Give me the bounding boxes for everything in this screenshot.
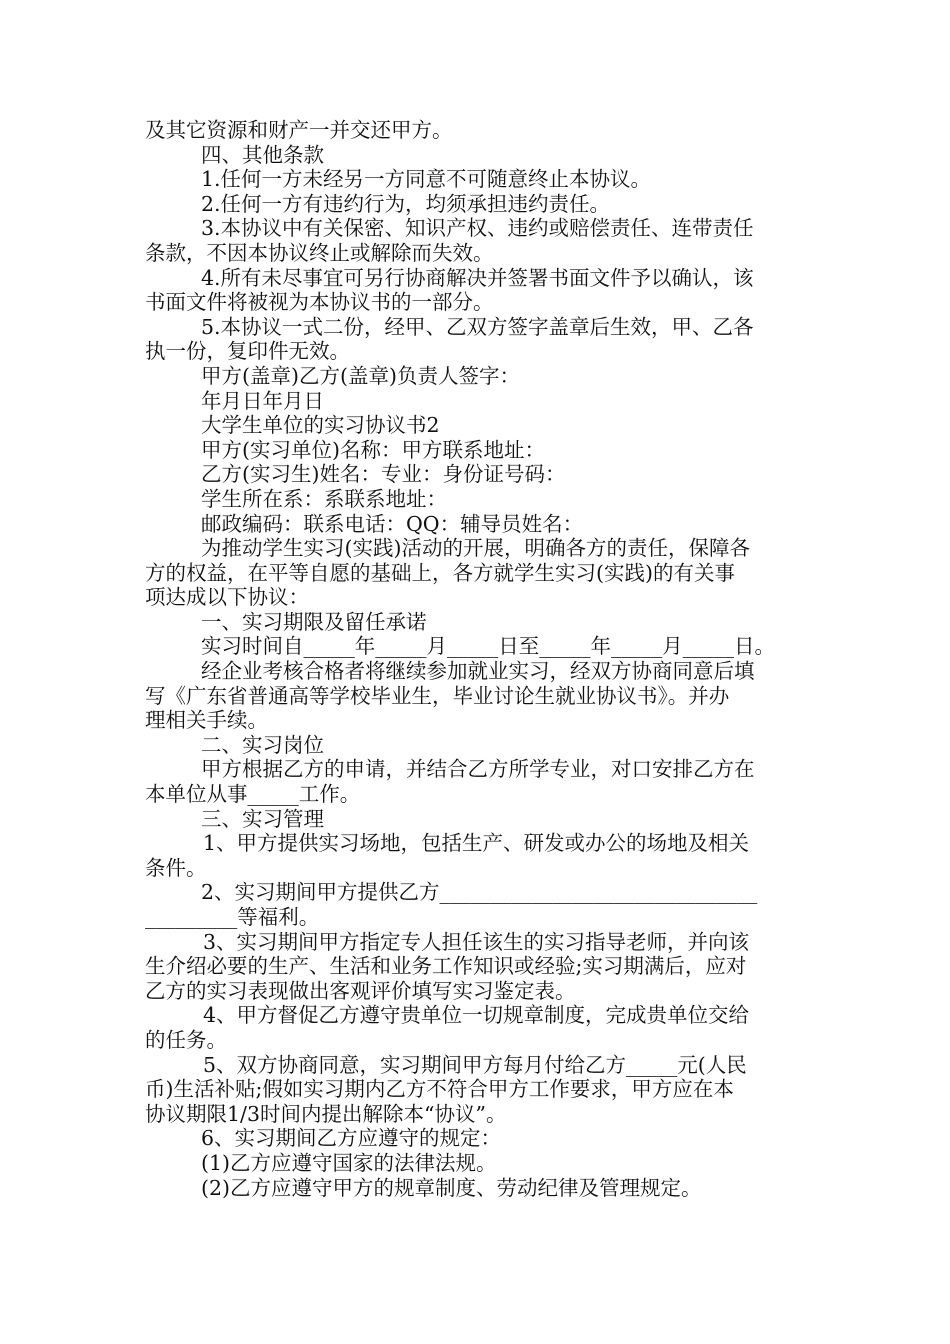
document-line: 甲方(盖章)乙方(盖章)负责人签字： [201,363,520,388]
document-line: 3、实习期间甲方指定专人担任该生的实习指导老师，并向该 [203,929,750,954]
document-line: 2、实习期间甲方提供乙方_______________________________ [201,880,758,905]
document-line: 生介绍必要的生产、生活和业务工作知识或经验;实习期满后，应对 [145,954,747,979]
document-line: 四、其他条款 [201,142,324,167]
document-line: 理相关手续。 [145,708,268,733]
document-line: 学生所在系：系联系地址： [201,486,447,511]
document-line: 6、实习期间乙方应遵守的规定： [201,1126,502,1151]
document-line: 方的权益，在平等自愿的基础上，各方就学生实习(实践)的有关事 [145,560,735,585]
document-line: 项达成以下协议： [145,585,309,610]
document-line: 大学生单位的实习协议书2 [201,413,440,438]
document-line: 书面文件将被视为本协议书的一部分。 [145,290,494,315]
document-line: 2.任何一方有违约行为，均须承担违约责任。 [201,191,611,216]
document-line: (2)乙方应遵守甲方的规章制度、劳动纪律及管理规定。 [201,1175,702,1200]
document-line: 年月日年月日 [201,388,324,413]
document-line: 本单位从事_____工作。 [145,782,361,807]
document-line: 协议期限1/3时间内提出解除本“协议”。 [145,1101,507,1126]
document-line: 三、实习管理 [201,806,324,831]
document-line: (1)乙方应遵守国家的法律法规。 [201,1150,497,1175]
document-line: 执一份，复印件无效。 [145,339,350,364]
document-line: 写《广东省普通高等学校毕业生，毕业讨论生就业协议书》。并办 [145,683,730,708]
document-line: 一、实习期限及留任承诺 [201,609,427,634]
document-line: 5、双方协商同意，实习期间甲方每月付给乙方_____元(人民 [203,1052,747,1077]
document-line: _________等福利。 [145,905,320,929]
document-line: 3.本协议中有关保密、知识产权、违约或赔偿责任、连带责任 [201,216,754,241]
document-line: 条件。 [145,855,207,880]
document-line: 甲方(实习单位)名称：甲方联系地址： [201,437,545,462]
document-body [145,118,815,1200]
document-line: 1、甲方提供实习场地，包括生产、研发或办公的场地及相关 [203,831,750,856]
document-line: 的任务。 [145,1027,227,1052]
document-line: 5.本协议一式二份，经甲、乙双方签字盖章后生效，甲、乙各 [201,314,754,339]
document-line: 1.任何一方未经另一方同意不可随意终止本协议。 [201,167,652,192]
document-line: 及其它资源和财产一并交还甲方。 [145,118,453,142]
document-line: 甲方根据乙方的申请，并结合乙方所学专业，对口安排乙方在 [201,757,755,782]
document-line: 为推动学生实习(实践)活动的开展，明确各方的责任，保障各 [201,536,750,561]
document-line: 币)生活补贴;假如实习期内乙方不符合甲方工作要求，甲方应在本 [145,1077,734,1102]
document-line: 4.所有未尽事宜可另行协商解决并签署书面文件予以确认，该 [201,265,754,290]
document-line: 二、实习岗位 [201,732,324,757]
document-line: 乙方(实习生)姓名：专业：身份证号码： [201,462,566,487]
document-line: 邮政编码：联系电话：QQ：辅导员姓名： [201,511,584,536]
document-line: 乙方的实习表现做出客观评价填写实习鉴定表。 [145,978,576,1003]
document-line: 条款，不因本协议终止或解除而失效。 [145,240,494,265]
document-line: 实习时间自_____年_____月_____日至_____年_____月_____日。 [201,634,775,659]
document-line: 经企业考核合格者将继续参加就业实习，经双方协商同意后填 [201,659,755,684]
document-line: 4、甲方督促乙方遵守贵单位一切规章制度，完成贵单位交给 [203,1003,750,1028]
